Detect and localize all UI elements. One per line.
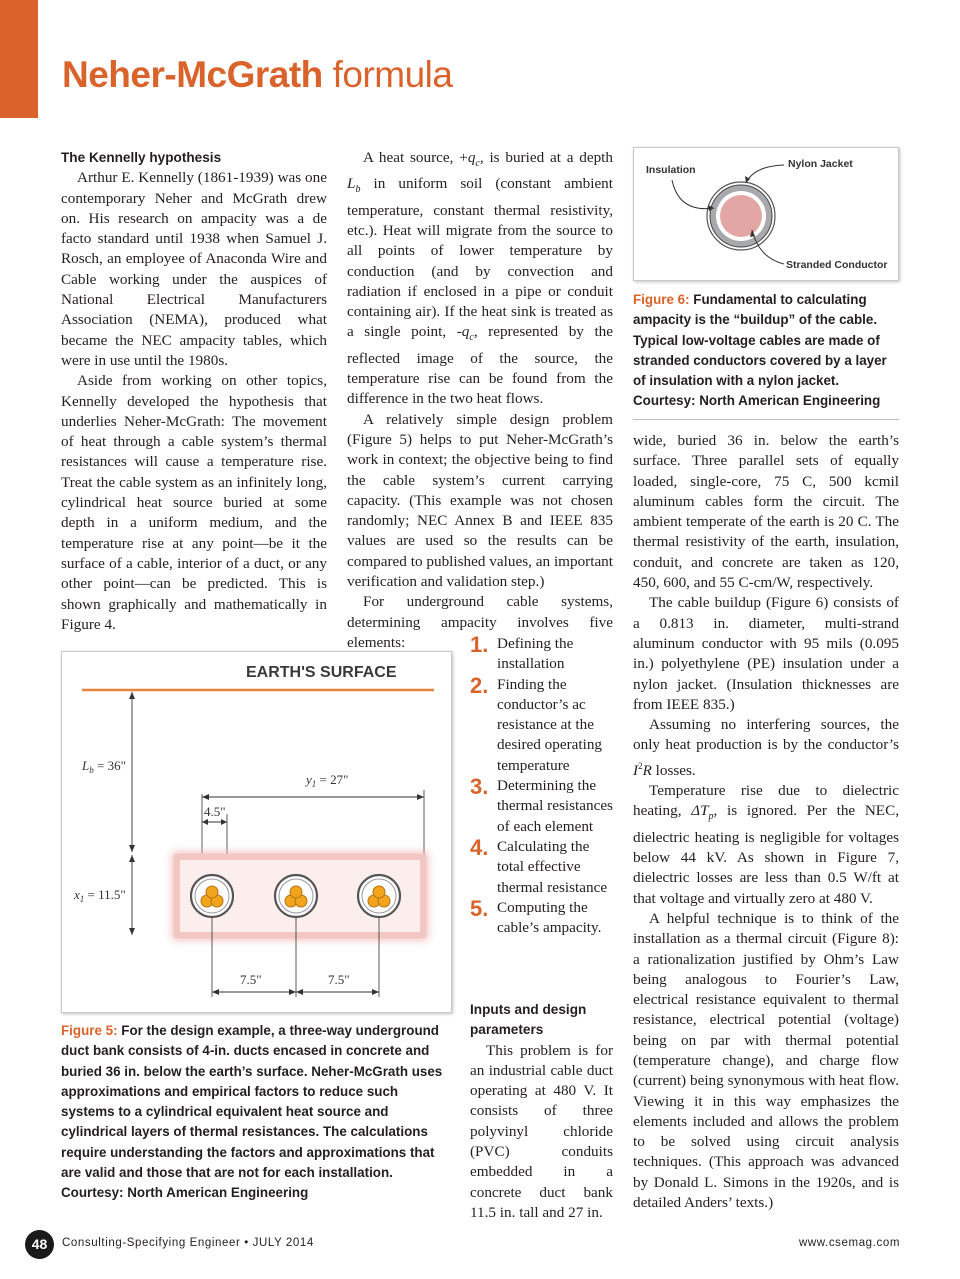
col3-paragraph-3: Assuming no interfering sources, the only heat production is by the conductor’s $I^2R$ losses.: [633, 716, 899, 779]
col3-paragraph-4: Temperature rise due to dielectric heating, $\Delta T_p$, is ignored. Per the NEC, dielectric heating is negligible for voltages below 44 kV. As shown in Figure 7, dielectric losses are less than 0.5 W/ft at that voltage and virtually zero at 480 V.: [633, 782, 899, 907]
list-item: 1. Defining the installation: [470, 632, 574, 673]
y1-label: $y_1 = 27$": [306, 772, 349, 789]
title-light: formula: [332, 54, 453, 95]
page-title: [62, 54, 452, 96]
orange-edge-tab: [0, 0, 38, 118]
dim-75a-label: 7.5": [240, 972, 262, 987]
col3-paragraph-2: The cable buildup (Figure 6) consists of a 0.813 in. diameter, multi-strand aluminum conductor with 95 mils (0.095 in.) polyethylene (PE) insulation under a nylon jacket. (Insulation thicknesses are from IEEE 835.): [633, 594, 899, 713]
figure-6-caption: Figure 6: Fundamental to calculating ampacity is the “buildup” of the cable. Typical low-voltage cables are made of stranded conductors covered by a layer of insulation with a nylon jacket. Courtesy: North American Engineering: [633, 292, 887, 409]
list-item: 5. Computing the cable’s ampacity.: [470, 895, 602, 937]
ampacity-steps-list: [470, 634, 615, 938]
title-bold: Neher-McGrath: [62, 54, 323, 95]
col3-paragraph-1: wide, buried 36 in. below the earth’s surface. Three parallel sets of equally loaded, single-core, 75 C, 500 kcmil aluminum cables form the circuit. The ambient temperate of the earth is 20 C. The thermal resistivity of the earth, insulation, conduit, and concrete are taken as 120, 450, 600, and 55 C-cm/W, respectively.: [633, 432, 899, 592]
website-link[interactable]: www.csemag.com: [798, 1237, 900, 1249]
figure-5-caption: Figure 5: For the design example, a three-way underground duct bank consists of 4-in. ducts encased in concrete and buried 36 in. below the earth’s surface. Neher-McGrath uses approximations and empirical factors to reduce such systems to a cylindrical equivalent heat source and cylindrical layers of thermal resistances. The calculations require understanding the factors and approximations that are valid and those that are not for each installation. Courtesy: North American Engineering: [61, 1023, 443, 1201]
duct-1: [191, 875, 233, 917]
cable-buildup-diagram: [634, 148, 900, 282]
column-2: [347, 148, 613, 653]
publication-line: Consulting-Specifying Engineer • JULY 2014: [62, 1237, 314, 1249]
list-item: 3. Determining the thermal resistances of each element: [470, 774, 613, 835]
col2-paragraph-1: A heat source, $+q_c$, is buried at a depth $L_b$ in uniform soil (constant ambient temperature, constant thermal resistivity, etc.). Heat will migrate from the source to all points of lower temperature by conduction (and by convection and radiation if enclosed in a pipe or conduit containing air). If the heat sink is treated as a single point, $-q_c$, represented by the reflected image of the source, the temperature rise can be found from the difference in the two heat flows.: [347, 149, 614, 408]
divider: [633, 419, 899, 420]
dim-45-label: 4.5": [204, 804, 226, 819]
column-1: [61, 148, 327, 635]
insulation-pointer: [672, 180, 714, 209]
kennelly-heading: The Kennelly hypothesis: [61, 150, 222, 165]
label-nylon-jacket: Nylon Jacket: [788, 158, 853, 170]
stranded-conductor: [720, 195, 762, 237]
inputs-paragraph: This problem is for an industrial cable duct operating at 480 V. It consists of three polyvinyl chloride (PVC) conduits embedded in a concrete duct bank 11.5 in. tall and 27 in.: [470, 1041, 613, 1221]
col2-paragraph-2: A relatively simple design problem (Figure 5) helps to put Neher-McGrath’s work in context; the objective being to find the cable system’s current carrying capacity. (This example was not chosen randomly; NEC Annex B and IEEE 835 values are used so the results can be compared to published values, an important verification and validation step.): [347, 410, 613, 591]
label-insulation: Insulation: [646, 164, 696, 176]
dim-75b-label: 7.5": [328, 972, 350, 987]
page-number: 48: [25, 1230, 54, 1259]
figure-5-duct-bank: [61, 651, 452, 1013]
col1-paragraph-1: Arthur E. Kennelly (1861-1939) was one contemporary Neher and McGrath drew on. His research on ampacity was a de facto standard until 1938 when Samuel J. Rosch, an employee of Anaconda Wire and Cable working under the auspices of National Electrical Manufacturers Association (NEMA), produced what became the NEC ampacity tables, which were in use until the 1980s.: [61, 169, 327, 369]
col2-paragraph-3: For underground cable systems, determining ampacity involves five elements:: [347, 593, 613, 651]
figure-6-cable-buildup: [633, 147, 899, 281]
col1-paragraph-2: Aside from working on other topics, Kennelly developed the hypothesis that underlies Neher-McGrath: The movement of heat through a cable system’s thermal resistances will cause a temperature rise. Treat the cable system as an infinitely long, cylindrical heat source buried at some depth in a uniform medium, and the temperature rise at any point—be it the surface of a cable, interior of a duct, or any other point—can be predicted. This is shown graphically and mathematically in Figure 4.: [61, 372, 327, 633]
duct-bank-diagram: [62, 652, 453, 1014]
x1-label: $x_1 = 11.5$": [74, 887, 126, 904]
column-3: [633, 431, 899, 1213]
col3-paragraph-5: A helpful technique is to think of the installation as a thermal circuit (Figure 8): a rationalization justified by Ohm’s Law being analogous to Fourier’s Law, electrical resistance equivalent to thermal resistance, electrical potential (voltage) being on par with thermal potential (temperature change), and charge flow (current) being synonymous with heat flow. Viewing it in this way emphasizes the elements included and allows the problem to be solved using circuit analysis techniques. (This approach was advanced by Donald L. Simons in the 1920s, and is detailed Anders’ texts.): [633, 909, 899, 1212]
duct-3: [358, 875, 400, 917]
earth-surface-label: EARTH'S SURFACE: [246, 664, 397, 681]
label-stranded-conductor: Stranded Conductor: [786, 259, 888, 271]
inputs-section: [470, 1000, 613, 1223]
list-item: 4. Calculating the total effective thermal resistance: [470, 834, 608, 896]
duct-2: [275, 875, 317, 917]
list-item: 2. Finding the conductor’s ac resistance at the desired operating temperature: [470, 672, 603, 774]
inputs-heading: Inputs and design parameters: [470, 1002, 587, 1038]
jacket-pointer: [746, 165, 784, 183]
lb-label: $L_b = 36$": [82, 758, 126, 775]
